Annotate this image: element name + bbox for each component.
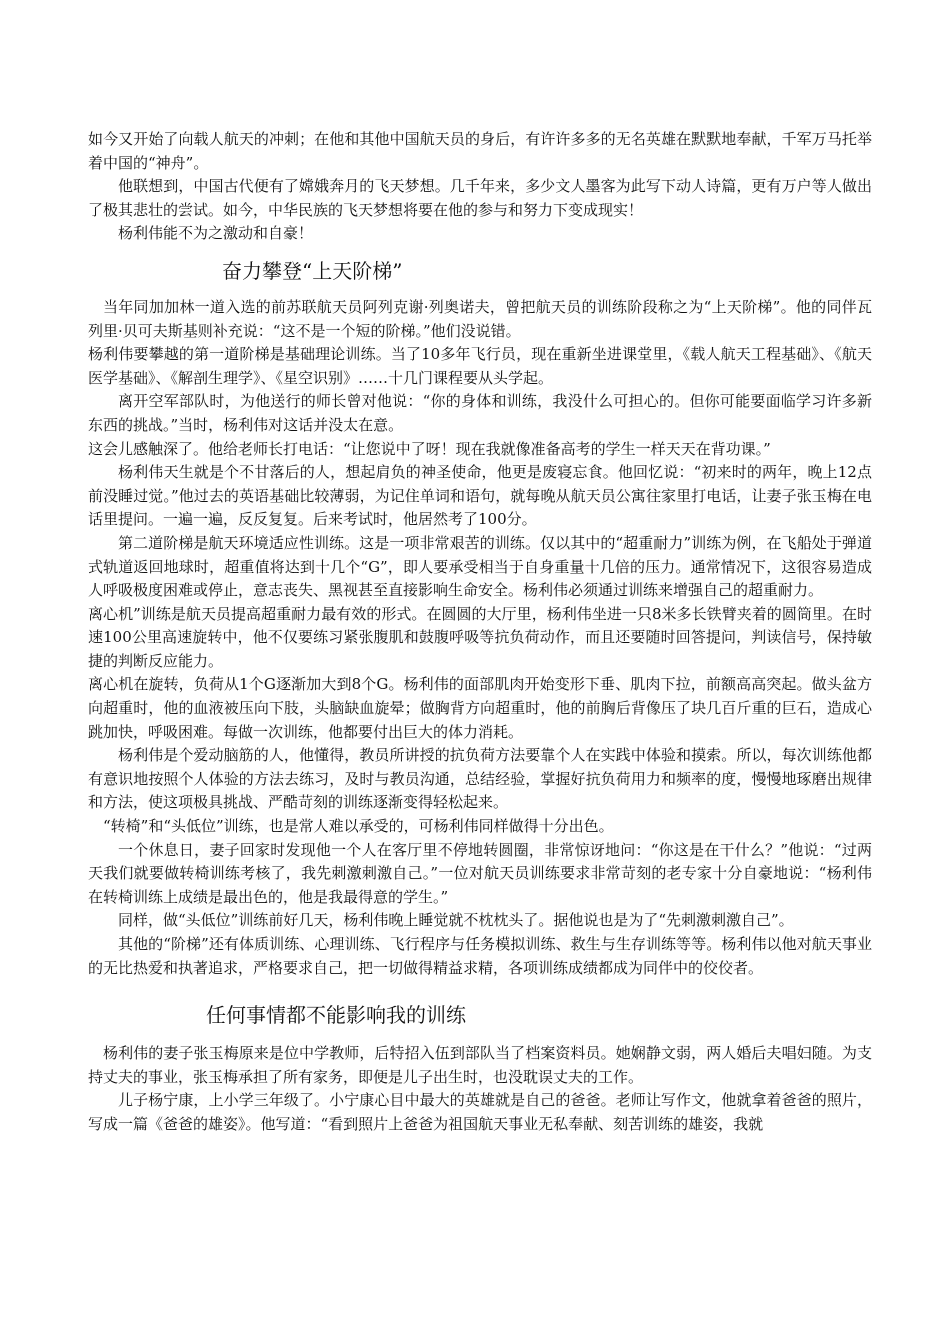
paragraph: 儿子杨宁康，上小学三年级了。小宁康心目中最大的英雄就是自己的爸爸。老师让写作文，他就拿着爸爸的照片，写成一篇《爸爸的雄姿》。他写道：“看到照片上爸爸为祖国航天事业无私奉献、刻苦训练的雄姿，我就 <box>88 1091 872 1133</box>
paragraph: 离开空军部队时，为他送行的师长曾对他说：“你的身体和训练，我没什么可担心的。但你可能要面临学习许多新东西的挑战。”当时，杨利伟对这话并没太在意。 <box>88 392 872 434</box>
section-heading: 任何事情都不能影响我的训练 <box>206 1003 466 1028</box>
paragraph: 杨利伟是个爱动脑筋的人，他懂得，教员所讲授的抗负荷方法要靠个人在实践中体验和摸索。所以，每次训练他都有意识地按照个人体验的方法去练习，及时与教员沟通，总结经验，掌握好抗负荷用力和频率的度，慢慢地琢磨出规律和方法，使这项极具挑战、严酷苛刻的训练逐渐变得轻松起来。 <box>88 746 872 812</box>
paragraph: 离心机”训练是航天员提高超重耐力最有效的形式。在圆圆的大厅里，杨利伟坐进一只8米多长铁臂夹着的圆筒里。在时速100公里高速旋转中，他不仅要练习紧张腹肌和鼓腹呼吸等抗负荷动作，而且还要随时回答提问，判读信号，保持敏捷的判断反应能力。 <box>88 604 872 670</box>
paragraph: 其他的“阶梯”还有体质训练、心理训练、飞行程序与任务模拟训练、救生与生存训练等等。杨利伟以他对航天事业的无比热爱和执著追求，严格要求自己，把一切做得精益求精，各项训练成绩都成为同伴中的佼佼者。 <box>88 935 872 977</box>
paragraph: 当年同加加林一道入选的前苏联航天员阿列克谢·列奥诺夫，曾把航天员的训练阶段称之为“上天阶梯”。他的同伴瓦列里·贝可夫斯基则补充说：“这不是一个短的阶梯。”他们没说错。 <box>88 297 872 340</box>
paragraph: 他联想到，中国古代便有了嫦娥奔月的飞天梦想。几千年来，多少文人墨客为此写下动人诗篇，更有万户等人做出了极其悲壮的尝试。如今，中华民族的飞天梦想将要在他的参与和努力下变成现实！ <box>88 177 872 219</box>
section-heading: 奋力攀登“上天阶梯” <box>222 258 403 283</box>
paragraph: 一个休息日，妻子回家时发现他一个人在客厅里不停地转圆圈，非常惊讶地问：“你这是在干什么？”他说：“过两天我们就要做转椅训练考核了，我先刺激刺激自己。”一位对航天员训练要求非常苛刻的老专家十分自豪地说：“杨利伟在转椅训练上成绩是最出色的，他是我最得意的学生。” <box>88 840 872 906</box>
paragraph: 离心机在旋转，负荷从1个G逐渐加大到8个G。杨利伟的面部肌肉开始变形下垂、肌肉下拉，前额高高突起。做头盆方向超重时，他的血液被压向下肢，头脑缺血旋晕；做胸背方向超重时，他的前胸后背像压了块几百斤重的巨石，造成心跳加快，呼吸困难。每做一次训练，他都要付出巨大的体力消耗。 <box>88 675 872 741</box>
paragraph: 第二道阶梯是航天环境适应性训练。这是一项非常艰苦的训练。仅以其中的“超重耐力”训练为例，在飞船处于弹道式轨道返回地球时，超重值将达到十几个“G”，即人要承受相当于自身重量十几倍的压力。通常情况下，这很容易造成人呼吸极度困难或停止，意志丧失、黑视甚至直接影响生命安全。杨利伟必须通过训练来增强自己的超重耐力。 <box>88 533 872 600</box>
paragraph: “转椅”和“头低位”训练，也是常人难以承受的，可杨利伟同样做得十分出色。 <box>103 817 614 836</box>
paragraph: 如今又开始了向载人航天的冲刺；在他和其他中国航天员的身后，有许许多多的无名英雄在默默地奉献，千军万马托举着中国的“神舟”。 <box>88 130 872 172</box>
document-page <box>88 128 872 1137</box>
paragraph: 杨利伟天生就是个不甘落后的人，想起肩负的神圣使命，他更是废寝忘食。他回忆说：“初来时的两年，晚上12点前没睡过觉。”他过去的英语基础比较薄弱，为记住单词和语句，就每晚从航天员公寓往家里打电话，让妻子张玉梅在电话里提问。一遍一遍，反反复复。后来考试时，他居然考了100分。 <box>88 463 872 529</box>
paragraph: 同样，做“头低位”训练前好几天，杨利伟晚上睡觉就不枕枕头了。据他说也是为了“先刺激刺激自己”。 <box>118 911 794 930</box>
paragraph: 杨利伟的妻子张玉梅原来是位中学教师，后特招入伍到部队当了档案资料员。她娴静文弱，两人婚后夫唱妇随。为支持丈夫的事业，张玉梅承担了所有家务，即便是儿子出生时，也没耽误丈夫的工作。 <box>88 1044 872 1086</box>
paragraph: 杨利伟要攀越的第一道阶梯是基础理论训练。当了10多年飞行员，现在重新坐进课堂里，《载人航天工程基础》、《航天医学基础》、《解剖生理学》、《星空识别》……十几门课程要从头学起。 <box>88 345 872 387</box>
paragraph: 杨利伟能不为之激动和自豪！ <box>118 224 314 243</box>
paragraph: 这会儿感触深了。他给老师长打电话：“让您说中了呀！现在我就像准备高考的学生一样天天在背功课。” <box>88 439 771 458</box>
